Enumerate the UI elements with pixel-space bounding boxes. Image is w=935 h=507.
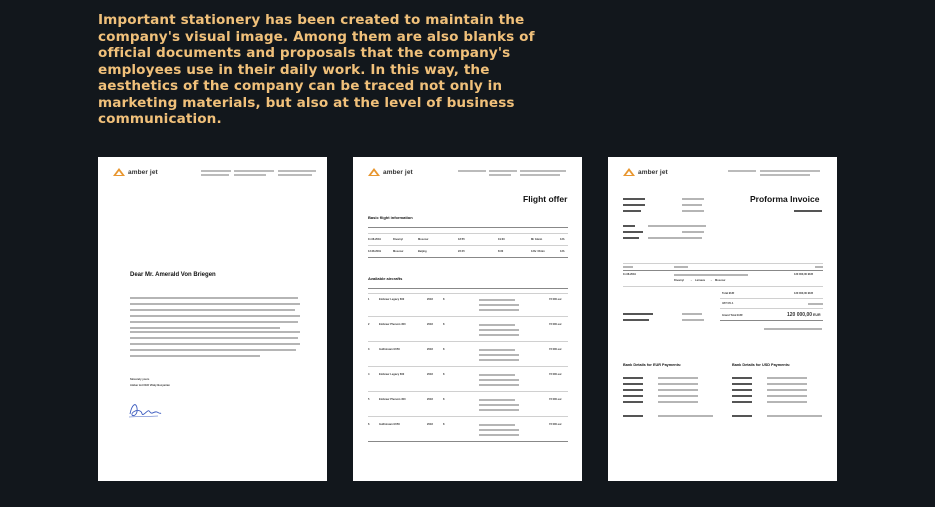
bank-detail-value: [658, 377, 698, 379]
bank-detail-value: [767, 401, 807, 403]
brand-logo: [368, 168, 413, 176]
divider: [720, 298, 823, 299]
amber-jet-logo-icon: [113, 168, 125, 176]
bank-detail-label: [732, 415, 752, 417]
bank-detail-label: [732, 395, 752, 397]
divider: [623, 286, 823, 287]
header-text: [234, 174, 266, 176]
vat-value: [808, 303, 823, 305]
brand-name: amber jet: [128, 168, 158, 176]
bank-detail-value: [658, 415, 713, 417]
header-text: [234, 170, 274, 172]
bank-detail-label: [623, 383, 643, 385]
brand-name: amber jet: [638, 168, 668, 176]
bank-detail-value: [767, 415, 822, 417]
divider: [368, 288, 568, 289]
bank-detail-value: [767, 377, 807, 379]
intro-text: Important stationery has been created to maintain the company's visual image. Among them are also blanks of official documents and proposals that the company's employees use in their daily work. In this way, the aesthetics of the company can be traced not only in marketing materials, but also at the level of business communication.: [98, 12, 535, 127]
bank-detail-value: [658, 383, 698, 385]
note-text: [764, 328, 822, 330]
header-text: [728, 170, 756, 172]
divider: [720, 308, 823, 309]
header-text: [278, 174, 312, 176]
amber-jet-logo-icon: [623, 168, 635, 176]
bank-detail-value: [658, 395, 698, 397]
header-text: [489, 174, 511, 176]
bank-detail-label: [623, 415, 643, 417]
brand-logo: [113, 168, 158, 176]
contract-number: [794, 210, 822, 212]
bank-detail-value: [767, 389, 807, 391]
route-to: Larnaca: [695, 279, 705, 282]
bank-usd-heading: Bank Details for USD Payments:: [732, 363, 791, 367]
payment-schedule: [623, 313, 653, 315]
bank-detail-label: [623, 395, 643, 397]
aircraft-heading: Available aircrafts: [368, 276, 403, 281]
header-text: [201, 170, 231, 172]
flight-offer-title: Flight offer: [523, 194, 568, 204]
amber-jet-logo-icon: [368, 168, 380, 176]
header-text: [201, 174, 229, 176]
grand-total-value: 120 000,00: [787, 312, 813, 318]
invoice-document: amber jet Proforma Invoice 11.08.2019 Dnevnyi → Larnaca → Moscow 120 000,00 EUR Total EUR 120 000,00 EUR VAT 0% 1 Grand Total EUR 120 000,00 EUR Bank Details for EUR Payments: Bank Details for USD Payments:: [608, 157, 837, 481]
route-from: Dnevnyi: [674, 279, 685, 282]
divider: [368, 233, 568, 234]
divider: [720, 320, 823, 321]
brand-name: amber jet: [383, 168, 413, 176]
divider: [368, 257, 568, 258]
divider: [368, 227, 568, 228]
bank-detail-label: [732, 383, 752, 385]
letter-closing: Sincerely yours: [130, 378, 150, 381]
header-text: [278, 170, 316, 172]
divider: [368, 293, 568, 294]
bank-detail-value: [658, 389, 698, 391]
letter-document: [98, 157, 327, 481]
grand-total-label: Grand Total EUR: [722, 314, 743, 317]
divider: [623, 270, 823, 271]
grand-total-currency: EUR: [813, 313, 821, 317]
bank-detail-label: [623, 389, 643, 391]
flight-offer-document: amber jet Flight offer Basic flight information 11.08.2019 Dnevnyi Moscow 18:55 19:30 Mr Glenn 12h 12.08.2019 Moscow Beijing 22:45 8:30 12hr 15min 12h Available aircrafts 1 Embraer Legacy 600 2018 8 72 000 eur 2 Embraer Phenom 300 2018 8 72 000 eur 3 Gulfstream G550 2018 8 72 000 eur 4 Embraer Legacy 600 2018 8 72 000 eur 5 Embraer Phenom 300 2018 8 72 000 eur 6 Gulfstream G550 2018 8 72 000 eur: [353, 157, 582, 481]
line-amount: 120 000,00 EUR: [794, 273, 814, 276]
route-end: Moscow: [715, 279, 726, 282]
vat-label: VAT 0% 1: [722, 302, 734, 305]
bank-detail-value: [767, 395, 807, 397]
header-text: [489, 170, 517, 172]
bank-detail-label: [732, 401, 752, 403]
letter-greeting: Dear Mr. Amerald Von Briegen: [130, 272, 216, 278]
header-text: [520, 170, 566, 172]
invoice-date: 11.08.2019: [623, 273, 636, 276]
signature-icon: [128, 400, 162, 420]
total-label: Total EUR: [722, 292, 735, 295]
invoice-title: Proforma Invoice: [750, 194, 820, 204]
bank-detail-value: [658, 401, 698, 403]
bank-detail-label: [732, 377, 752, 379]
brand-logo: [623, 168, 668, 176]
header-text: [760, 174, 810, 176]
header-text: [458, 170, 486, 172]
divider: [623, 263, 823, 264]
divider: [368, 245, 568, 246]
letter-signer: Amber Jet CEO Vitaly Bocyarian: [130, 384, 170, 387]
bank-eur-heading: Bank Details for EUR Payments:: [623, 363, 682, 367]
bank-detail-value: [767, 383, 807, 385]
header-text: [520, 174, 560, 176]
bank-detail-label: [623, 401, 643, 403]
total-value: 120 000,00 EUR: [794, 292, 814, 295]
header-text: [760, 170, 820, 172]
bank-detail-label: [732, 389, 752, 391]
bank-detail-label: [623, 377, 643, 379]
basic-info-heading: Basic flight information: [368, 215, 413, 220]
